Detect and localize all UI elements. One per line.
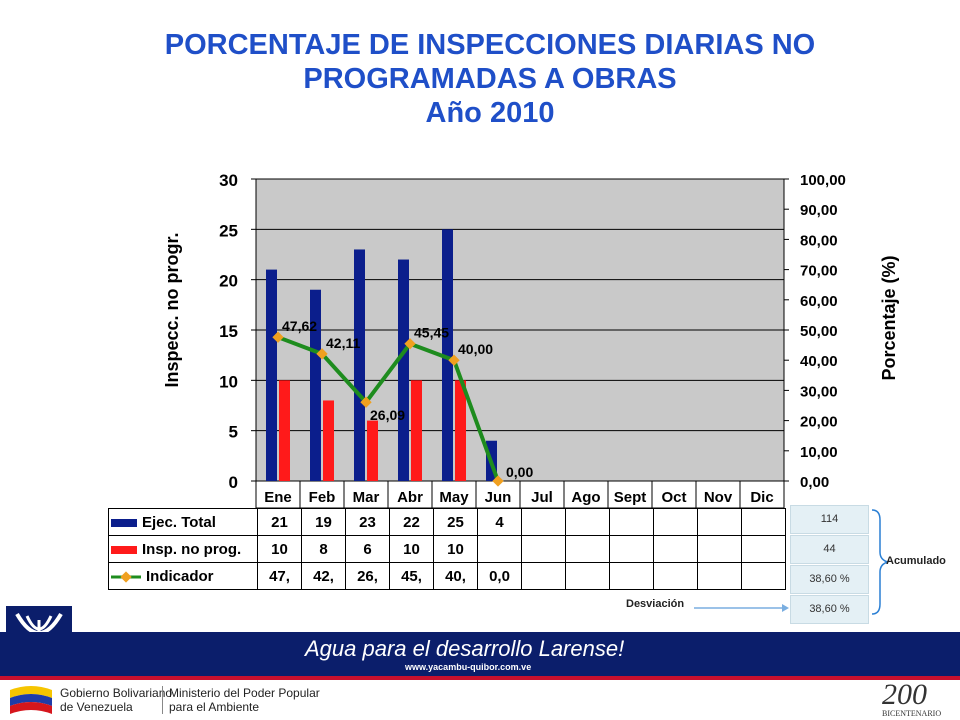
bar-insp-no-prog bbox=[411, 380, 422, 481]
left-tick-label: 15 bbox=[219, 322, 238, 341]
legend-ejec bbox=[109, 509, 258, 536]
footer-slogan: Agua para el desarrollo Larense! bbox=[305, 636, 625, 661]
bar-insp-no-prog bbox=[279, 380, 290, 481]
acumulado-label: Acumulado bbox=[886, 555, 946, 567]
side-value-indicador: 38,60 % bbox=[790, 565, 869, 594]
title-line-2: PROGRAMADAS A OBRAS bbox=[303, 63, 677, 95]
table-cell: 21 bbox=[258, 509, 302, 536]
bar-ejec-total bbox=[354, 249, 365, 481]
side-value-insp: 44 bbox=[790, 535, 869, 564]
indicador-data-label: 42,11 bbox=[326, 334, 361, 351]
gobierno-line-2: de Venezuela bbox=[60, 700, 133, 714]
table-cell: 26, bbox=[346, 563, 390, 590]
ministerio-line-2: para el Ambiente bbox=[169, 700, 260, 714]
category-label: Jun bbox=[484, 489, 512, 506]
table-cell: 10 bbox=[390, 536, 434, 563]
data-table bbox=[108, 508, 786, 590]
footer-band bbox=[0, 632, 960, 676]
category-label: May bbox=[439, 489, 469, 506]
table-cell bbox=[478, 536, 522, 563]
category-label: Oct bbox=[661, 489, 687, 506]
indicador-data-label: 40,00 bbox=[458, 341, 494, 358]
legend-indicador bbox=[109, 563, 258, 590]
table-cell: 42, bbox=[302, 563, 346, 590]
side-value-total: 114 bbox=[790, 505, 869, 534]
bicentenario-text: BICENTENARIO bbox=[882, 709, 942, 718]
table-cell bbox=[654, 509, 698, 536]
indicador-data-label: 26,09 bbox=[370, 407, 406, 424]
category-label: Nov bbox=[703, 489, 733, 506]
bicentenario-logo bbox=[876, 674, 956, 718]
table-cell: 19 bbox=[302, 509, 346, 536]
table-cell bbox=[698, 563, 742, 590]
table-cell: 22 bbox=[390, 509, 434, 536]
table-row-ejec bbox=[109, 509, 786, 536]
footer-web[interactable]: www.yacambu-quibor.com.ve bbox=[405, 662, 532, 672]
category-label: Jul bbox=[531, 489, 553, 506]
gobierno-label bbox=[60, 686, 172, 714]
right-tick-label: 10,00 bbox=[800, 443, 838, 461]
legend-swatch-indicador bbox=[111, 571, 141, 583]
footer-divider bbox=[0, 676, 960, 680]
left-tick-label: 5 bbox=[228, 422, 238, 442]
venezuela-flag-icon bbox=[6, 682, 56, 716]
left-tick-label: 25 bbox=[219, 221, 238, 241]
table-cell: 23 bbox=[346, 509, 390, 536]
y-axis-right-label: Porcentaje (%) bbox=[879, 255, 899, 381]
table-cell bbox=[698, 536, 742, 563]
legend-insp bbox=[109, 536, 258, 563]
table-cell bbox=[522, 509, 566, 536]
title-line-1: PORCENTAJE DE INSPECCIONES DIARIAS NO bbox=[164, 29, 816, 61]
right-tick-label: 90,00 bbox=[800, 202, 838, 220]
table-cell bbox=[566, 563, 610, 590]
table-cell bbox=[742, 563, 786, 590]
legend-label-ejec: Ejec. Total bbox=[142, 513, 216, 531]
table-cell: 0,0 bbox=[478, 563, 522, 590]
legend-label-indicador: Indicador bbox=[146, 567, 214, 585]
table-cell: 25 bbox=[434, 509, 478, 536]
left-tick-label: 0 bbox=[228, 473, 238, 492]
legend-swatch-ejec bbox=[111, 519, 137, 527]
table-cell bbox=[566, 509, 610, 536]
title-line-3: Año 2010 bbox=[425, 97, 555, 129]
table-cell bbox=[610, 563, 654, 590]
category-label: Ago bbox=[571, 489, 601, 506]
desviacion-arrow bbox=[694, 602, 790, 614]
table-cell bbox=[742, 509, 786, 536]
right-tick-label: 20,00 bbox=[800, 413, 838, 431]
table-cell bbox=[522, 563, 566, 590]
category-label: Dic bbox=[750, 489, 774, 506]
left-tick-label: 10 bbox=[219, 372, 238, 392]
legend-label-insp: Insp. no prog. bbox=[142, 540, 242, 558]
y-axis-left-label: Inspecc. no progr. bbox=[162, 232, 182, 388]
category-label: Feb bbox=[308, 489, 336, 506]
bar-insp-no-prog bbox=[323, 400, 334, 481]
legend-swatch-insp bbox=[111, 546, 137, 554]
right-tick-label: 100,00 bbox=[800, 172, 846, 189]
table-cell bbox=[610, 509, 654, 536]
left-tick-label: 30 bbox=[219, 171, 238, 190]
right-tick-label: 50,00 bbox=[800, 323, 838, 340]
table-cell bbox=[522, 536, 566, 563]
bar-ejec-total bbox=[266, 270, 277, 481]
right-tick-label: 70,00 bbox=[800, 262, 838, 280]
category-label: Abr bbox=[397, 489, 423, 506]
indicador-data-label: 47,62 bbox=[282, 318, 318, 335]
ministerio-label bbox=[162, 686, 320, 714]
category-label: Mar bbox=[352, 489, 380, 506]
table-cell bbox=[654, 563, 698, 590]
right-tick-label: 30,00 bbox=[800, 383, 838, 401]
table-cell bbox=[698, 509, 742, 536]
table-cell: 10 bbox=[434, 536, 478, 563]
right-tick-label: 80,00 bbox=[800, 232, 838, 250]
category-label: Ene bbox=[264, 489, 292, 506]
ministerio-line-1: Ministerio del Poder Popular bbox=[169, 686, 320, 700]
bar-insp-no-prog bbox=[367, 421, 378, 481]
table-cell: 47, bbox=[258, 563, 302, 590]
bicentenario-number: 200 bbox=[882, 678, 927, 711]
table-cell bbox=[742, 536, 786, 563]
bar-insp-no-prog bbox=[455, 380, 466, 481]
table-cell: 45, bbox=[390, 563, 434, 590]
table-cell bbox=[610, 536, 654, 563]
table-row-insp bbox=[109, 536, 786, 563]
table-cell: 4 bbox=[478, 509, 522, 536]
indicador-data-label: 45,45 bbox=[414, 324, 450, 341]
table-cell: 40, bbox=[434, 563, 478, 590]
desviacion-label: Desviación bbox=[626, 598, 685, 610]
table-cell: 10 bbox=[258, 536, 302, 563]
left-tick-label: 20 bbox=[219, 271, 238, 291]
side-value-desviacion: 38,60 % bbox=[790, 595, 869, 624]
table-row-indicador bbox=[109, 563, 786, 590]
right-tick-label: 40,00 bbox=[800, 353, 838, 371]
indicador-data-label: 0,00 bbox=[506, 464, 534, 480]
gobierno-line-1: Gobierno Bolivariano bbox=[60, 686, 173, 700]
table-cell: 6 bbox=[346, 536, 390, 563]
bar-ejec-total bbox=[398, 260, 409, 481]
category-label: Sept bbox=[613, 489, 647, 506]
right-tick-label: 0,00 bbox=[800, 474, 830, 491]
table-cell: 8 bbox=[302, 536, 346, 563]
right-tick-label: 60,00 bbox=[800, 292, 838, 310]
table-cell bbox=[566, 536, 610, 563]
table-cell bbox=[654, 536, 698, 563]
